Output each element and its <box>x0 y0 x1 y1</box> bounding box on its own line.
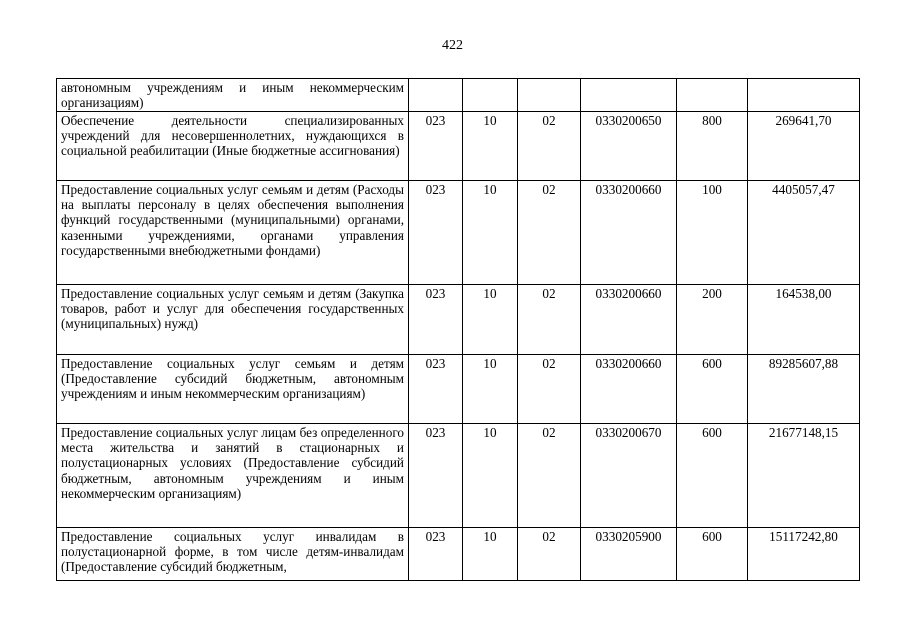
target-article-code: 0330200660 <box>581 355 677 424</box>
ministry-code: 023 <box>409 355 463 424</box>
amount: 89285607,88 <box>748 355 860 424</box>
subsection-code: 02 <box>518 112 581 181</box>
expense-type-code: 600 <box>677 528 748 581</box>
target-article-code <box>581 79 677 112</box>
ministry-code: 023 <box>409 181 463 285</box>
table-row <box>57 355 860 424</box>
expense-type-code: 600 <box>677 355 748 424</box>
budget-table-body <box>57 79 860 581</box>
table-row <box>57 181 860 285</box>
table-row <box>57 285 860 355</box>
amount: 15117242,80 <box>748 528 860 581</box>
budget-table <box>56 78 860 581</box>
subsection-code: 02 <box>518 355 581 424</box>
subsection-code: 02 <box>518 528 581 581</box>
row-description: Предоставление социальных услуг семьям и детям (Закупка товаров, работ и услуг для обеспечения государственных (муниципальных) нужд) <box>57 285 409 355</box>
target-article-code: 0330205900 <box>581 528 677 581</box>
row-description: Предоставление социальных услуг семьям и детям (Расходы на выплаты персоналу в целях обеспечения выполнения функций государственными (муниципальными) органами, казенными учреждениями, органами управления государственными внебюджетными фондами) <box>57 181 409 285</box>
amount: 269641,70 <box>748 112 860 181</box>
row-description: Обеспечение деятельности специализированных учреждений для несовершеннолетних, нуждающихся в социальной реабилитации (Иные бюджетные ассигнования) <box>57 112 409 181</box>
expense-type-code: 100 <box>677 181 748 285</box>
subsection-code: 02 <box>518 285 581 355</box>
section-code: 10 <box>463 181 518 285</box>
ministry-code <box>409 79 463 112</box>
expense-type-code: 800 <box>677 112 748 181</box>
subsection-code <box>518 79 581 112</box>
table-row <box>57 424 860 528</box>
target-article-code: 0330200670 <box>581 424 677 528</box>
section-code: 10 <box>463 285 518 355</box>
table-row <box>57 112 860 181</box>
amount <box>748 79 860 112</box>
target-article-code: 0330200650 <box>581 112 677 181</box>
expense-type-code: 600 <box>677 424 748 528</box>
ministry-code: 023 <box>409 528 463 581</box>
expense-type-code <box>677 79 748 112</box>
subsection-code: 02 <box>518 181 581 285</box>
target-article-code: 0330200660 <box>581 285 677 355</box>
amount: 164538,00 <box>748 285 860 355</box>
ministry-code: 023 <box>409 112 463 181</box>
expense-type-code: 200 <box>677 285 748 355</box>
table-row <box>57 528 860 581</box>
section-code: 10 <box>463 355 518 424</box>
row-description: Предоставление социальных услуг семьям и детям (Предоставление субсидий бюджетным, автономным учреждениям и иным некоммерческим организациям) <box>57 355 409 424</box>
row-description: автономным учреждениям и иным некоммерческим организациям) <box>57 79 409 112</box>
ministry-code: 023 <box>409 424 463 528</box>
section-code: 10 <box>463 424 518 528</box>
row-description: Предоставление социальных услуг инвалидам в полустационарной форме, в том числе детям-инвалидам (Предоставление субсидий бюджетным, <box>57 528 409 581</box>
section-code <box>463 79 518 112</box>
section-code: 10 <box>463 112 518 181</box>
amount: 4405057,47 <box>748 181 860 285</box>
amount: 21677148,15 <box>748 424 860 528</box>
target-article-code: 0330200660 <box>581 181 677 285</box>
section-code: 10 <box>463 528 518 581</box>
table-row <box>57 79 860 112</box>
page-number: 422 <box>442 38 463 53</box>
row-description: Предоставление социальных услуг лицам без определенного места жительства и занятий в стационарных и полустационарных условиях (Предоставление субсидий бюджетным, автономным учреждениям и иным некоммерческим организациям) <box>57 424 409 528</box>
ministry-code: 023 <box>409 285 463 355</box>
subsection-code: 02 <box>518 424 581 528</box>
